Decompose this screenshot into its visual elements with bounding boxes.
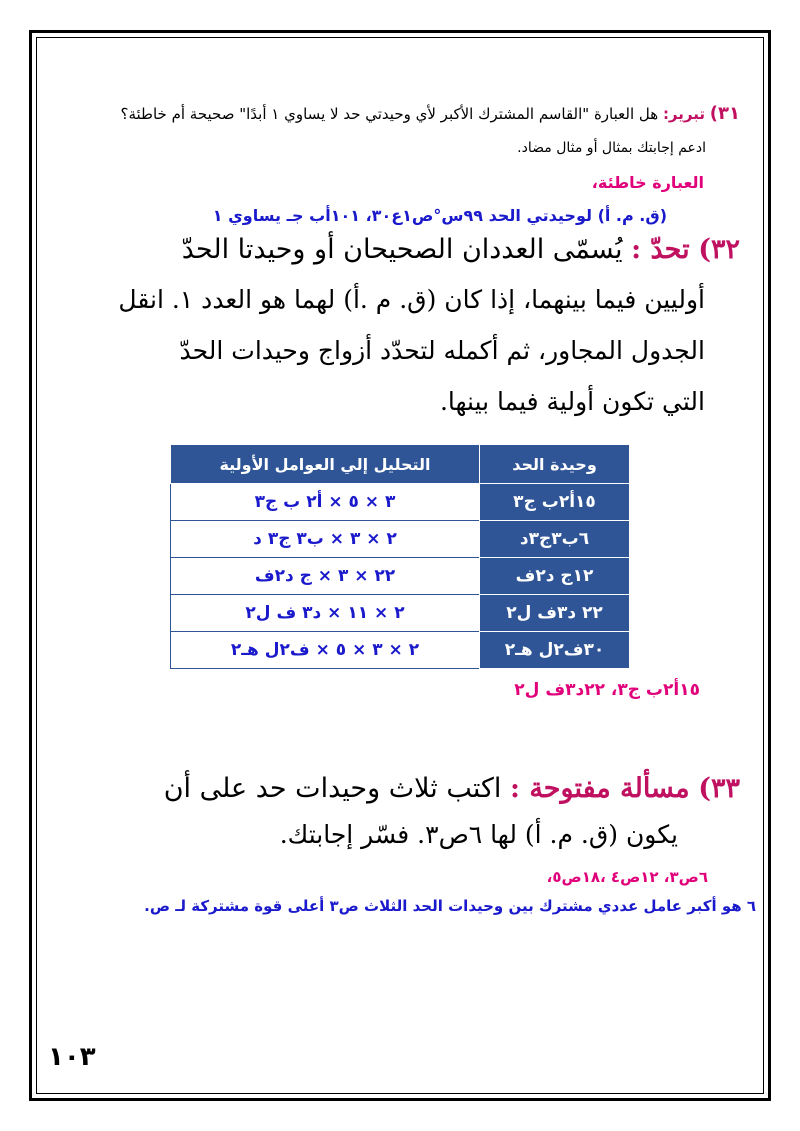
q33-number: ٣٣) xyxy=(698,773,740,804)
factorization-cell: ٢ × ٣ × ٥ × ف٢ل هـ٢ xyxy=(171,632,480,669)
monomial-cell: ٣٠ف٢ل هـ٢ xyxy=(480,632,630,669)
factorization-table xyxy=(170,444,630,669)
table-header-row xyxy=(171,445,630,484)
table-row xyxy=(171,595,630,632)
table-row xyxy=(171,632,630,669)
factorization-cell: ٢ × ١١ × د٣ ف ل٢ xyxy=(171,595,480,632)
header-factorization: التحليل إلي العوامل الأولية xyxy=(171,445,480,484)
header-monomial: وحيدة الحد xyxy=(480,445,630,484)
q31-tag: تبرير: xyxy=(662,105,705,123)
q31-line1 xyxy=(121,103,741,124)
monomial-cell: ١٢ج د٢ف xyxy=(480,558,630,595)
q31-number: ٣١) xyxy=(709,103,740,124)
q31-text-line1: هل العبارة "القاسم المشترك الأكبر لأي وحيدتي حد لا يساوي ١ أبدًا" صحيحة أم خاطئة؟ xyxy=(120,105,659,123)
factorization-cell: ٣ × ٥ × أ٢ ب ج٣ xyxy=(171,484,480,521)
q32-answer: ١٥أ٢ب ج٣، ٢٢د٣ف ل٢ xyxy=(514,680,700,700)
q32-number: ٣٢) xyxy=(698,234,740,265)
q33-text-line2: يكون (ق. م. أ) لها ٦ص٣. فسّر إجابتك. xyxy=(279,820,678,849)
q33-answer-line2: ٦ هو أكبر عامل عددي مشترك بين وحيدات الحد الثلاث ص٣ أعلى قوة مشتركة لـ ص. xyxy=(144,897,756,915)
q32-text-line1: يُسمّى العددان الصحيحان أو وحيدتا الحدّ xyxy=(181,234,623,265)
factorization-cell: ٢٢ × ٣ × ج د٢ف xyxy=(171,558,480,595)
monomial-cell: ١٥أ٢ب ج٣ xyxy=(480,484,630,521)
q32-text-line3: الجدول المجاور، ثم أكمله لتحدّد أزواج وحيدات الحدّ xyxy=(179,336,705,365)
monomial-cell: ٢٢ د٣ف ل٢ xyxy=(480,595,630,632)
q32-line1 xyxy=(182,234,740,265)
q33-tag: مسألة مفتوحة : xyxy=(509,773,690,804)
q32-tag: تحدّ : xyxy=(631,234,690,265)
monomial-cell: ٦ب٣ج٣د xyxy=(480,521,630,558)
q31-text-line2: ادعم إجابتك بمثال أو مثال مضاد. xyxy=(517,140,706,156)
q31-answer-line2: (ق. م. أ) لوحيدتي الحد ٩٩س°ص١ع٣٠، ١٠١أب جـ يساوي ١ xyxy=(212,206,667,225)
q31-answer-line1: العبارة خاطئة، xyxy=(591,173,704,192)
table-row xyxy=(171,558,630,595)
factorization-cell: ٢ × ٣ × ب٣ ج٣ د xyxy=(171,521,480,558)
table-row xyxy=(171,484,630,521)
q33-answer-line1: ٦ص٣، ١٢ص٤ ،١٨ص٥، xyxy=(546,868,708,886)
table-row xyxy=(171,521,630,558)
q33-text-line1: اكتب ثلاث وحيدات حد على أن xyxy=(163,773,502,804)
page-number: ١٠٣ xyxy=(48,1042,96,1072)
q32-text-line2: أوليين فيما بينهما، إذا كان (ق. م .أ) لهما هو العدد ١. انقل xyxy=(118,285,705,314)
q33-line1 xyxy=(164,773,740,804)
q32-text-line4: التي تكون أولية فيما بينها. xyxy=(439,387,705,416)
